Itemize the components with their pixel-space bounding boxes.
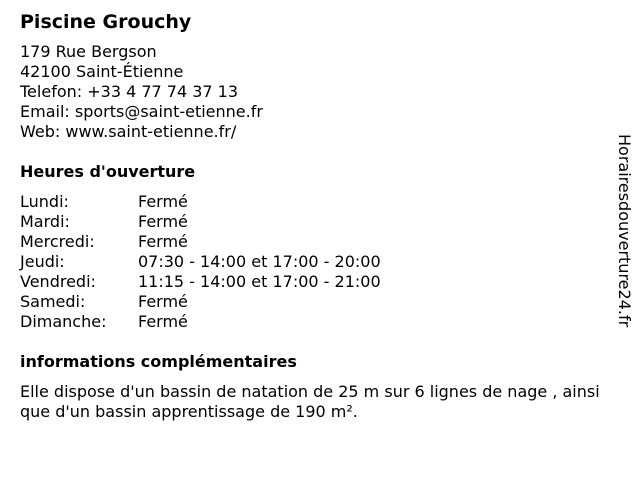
day-hours: 11:15 - 14:00 et 17:00 - 21:00 bbox=[138, 272, 381, 291]
day-hours: Fermé bbox=[138, 312, 188, 331]
hours-row-jeudi bbox=[20, 252, 600, 272]
day-label: Samedi: bbox=[20, 292, 86, 311]
day-hours: Fermé bbox=[138, 212, 188, 231]
day-label: Vendredi: bbox=[20, 272, 96, 291]
day-hours: 07:30 - 14:00 et 17:00 - 20:00 bbox=[138, 252, 381, 271]
hours-row-mardi bbox=[20, 212, 600, 232]
hours-row-mercredi bbox=[20, 232, 600, 252]
contact-block bbox=[20, 42, 600, 142]
street-address: 179 Rue Bergson bbox=[20, 42, 157, 61]
email-address: Email: sports@saint-etienne.fr bbox=[20, 102, 263, 121]
day-hours: Fermé bbox=[138, 192, 188, 211]
hours-table bbox=[20, 192, 600, 332]
city-address: 42100 Saint-Étienne bbox=[20, 62, 184, 81]
hours-row-dimanche bbox=[20, 312, 600, 332]
place-title: Piscine Grouchy bbox=[20, 11, 192, 33]
info-description: Elle dispose d'un bassin de natation de 25 m sur 6 lignes de nage , ainsi que d'un bassin apprentissage de 190 m². bbox=[20, 382, 600, 421]
day-hours: Fermé bbox=[138, 232, 188, 251]
brand-watermark: Horairesdouverture24.fr bbox=[615, 134, 634, 328]
hours-row-samedi bbox=[20, 292, 600, 312]
day-label: Lundi: bbox=[20, 192, 69, 211]
hours-row-lundi bbox=[20, 192, 600, 212]
phone-number: Telefon: +33 4 77 74 37 13 bbox=[20, 82, 239, 101]
place-card bbox=[20, 10, 600, 422]
day-label: Jeudi: bbox=[20, 252, 65, 271]
day-label: Dimanche: bbox=[20, 312, 107, 331]
website-address: Web: www.saint-etienne.fr/ bbox=[20, 122, 237, 141]
day-label: Mercredi: bbox=[20, 232, 95, 251]
hours-row-vendredi bbox=[20, 272, 600, 292]
day-hours: Fermé bbox=[138, 292, 188, 311]
day-label: Mardi: bbox=[20, 212, 70, 231]
info-heading: informations complémentaires bbox=[20, 352, 297, 371]
hours-heading: Heures d'ouverture bbox=[20, 162, 196, 181]
